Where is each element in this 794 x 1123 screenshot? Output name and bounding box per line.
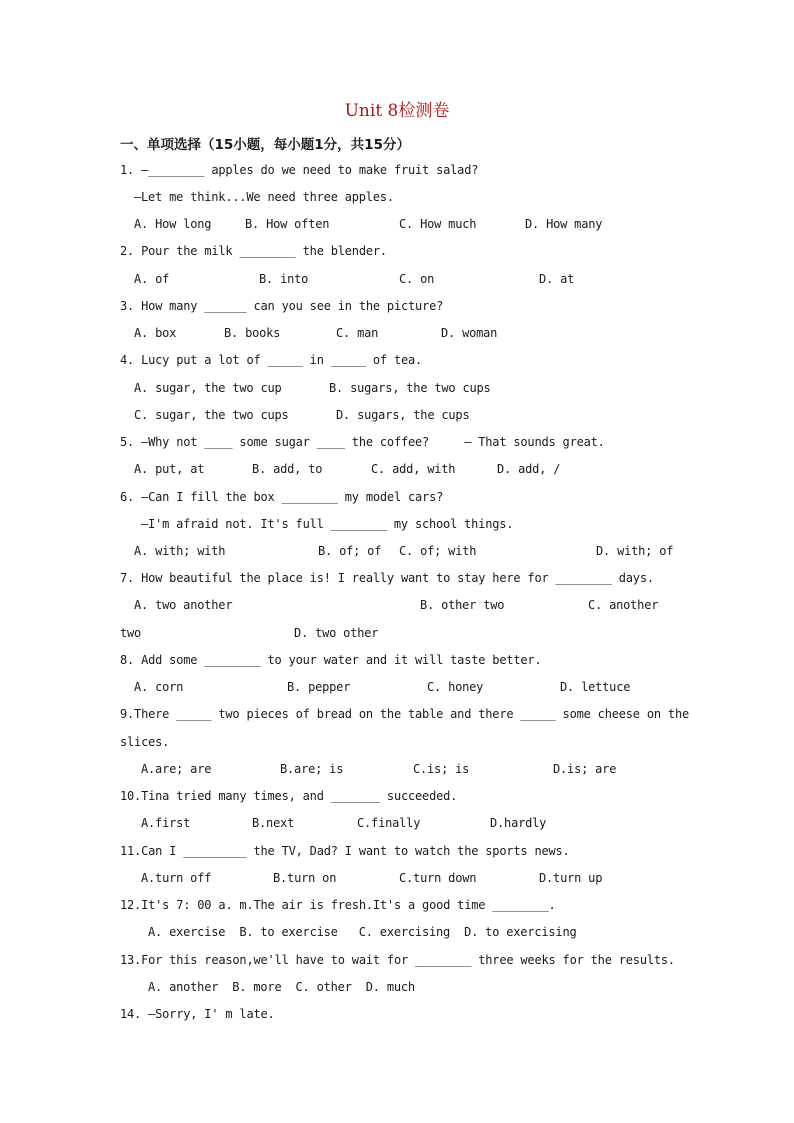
q4-option-b: B. sugars, the two cups: [329, 381, 491, 395]
q7-option-c: C. another: [588, 598, 659, 612]
q11-option-c: C.turn down: [399, 871, 477, 885]
question-11-stem: 11.Can I _________ the TV, Dad? I want to watch the sports news.: [120, 844, 570, 858]
q3-option-c: C. man: [336, 326, 379, 340]
q9-option-a: A.are; are: [141, 762, 212, 776]
q8-option-b: B. pepper: [287, 680, 351, 694]
question-2-stem: 2. Pour the milk ________ the blender.: [120, 244, 387, 258]
q7-option-d: D. two other: [294, 626, 379, 640]
q3-option-d: D. woman: [441, 326, 498, 340]
question-14-stem: 14. —Sorry, I' m late.: [120, 1007, 275, 1021]
question-1-reply: —Let me think...We need three apples.: [134, 190, 394, 204]
q11-option-a: A.turn off: [141, 871, 212, 885]
q9-option-b: B.are; is: [280, 762, 344, 776]
q5-option-a: A. put, at: [134, 462, 205, 476]
q2-option-a: A. of: [134, 272, 170, 286]
q8-option-d: D. lettuce: [560, 680, 631, 694]
question-3-stem: 3. How many ______ can you see in the picture?: [120, 299, 444, 313]
question-10-stem: 10.Tina tried many times, and _______ succeeded.: [120, 789, 458, 803]
q5-option-c: C. add, with: [371, 462, 456, 476]
q8-option-c: C. honey: [427, 680, 484, 694]
question-8-stem: 8. Add some ________ to your water and it will taste better.: [120, 653, 542, 667]
q7-option-b: B. other two: [420, 598, 505, 612]
q13-options: A. another B. more C. other D. much: [148, 980, 415, 994]
q5-option-b: B. add, to: [252, 462, 323, 476]
q10-option-a: A.first: [141, 816, 191, 830]
q9-option-d: D.is; are: [553, 762, 617, 776]
q7-option-c-wrap: two: [120, 626, 142, 640]
q5-option-d: D. add, /: [497, 462, 561, 476]
question-6-reply: —I'm afraid not. It's full ________ my school things.: [141, 517, 514, 531]
q1-option-b: B. How often: [245, 217, 330, 231]
question-13-stem: 13.For this reason,we'll have to wait for ________ three weeks for the results.: [120, 953, 675, 967]
q1-option-d: D. How many: [525, 217, 603, 231]
q2-option-d: D. at: [539, 272, 575, 286]
q11-option-b: B.turn on: [273, 871, 337, 885]
section-heading: 一、单项选择（15小题，每小题1分，共15分）: [120, 137, 410, 153]
q4-option-d: D. sugars, the cups: [336, 408, 470, 422]
question-9-stem: 9.There _____ two pieces of bread on the table and there _____ some cheese on the: [120, 707, 689, 721]
question-7-stem: 7. How beautiful the place is! I really want to stay here for ________ days.: [120, 571, 654, 585]
q11-option-d: D.turn up: [539, 871, 603, 885]
q6-option-b: B. of; of: [318, 544, 382, 558]
q7-option-a: A. two another: [134, 598, 233, 612]
q9-option-c: C.is; is: [413, 762, 470, 776]
q2-option-b: B. into: [259, 272, 309, 286]
q1-option-c: C. How much: [399, 217, 477, 231]
q3-option-a: A. box: [134, 326, 177, 340]
q6-option-a: A. with; with: [134, 544, 226, 558]
q6-option-c: C. of; with: [399, 544, 477, 558]
q4-option-a: A. sugar, the two cup: [134, 381, 282, 395]
question-12-stem: 12.It's 7: 00 a. m.The air is fresh.It's a good time ________.: [120, 898, 556, 912]
q6-option-d: D. with; of: [596, 544, 674, 558]
q10-option-b: B.next: [252, 816, 295, 830]
question-4-stem: 4. Lucy put a lot of _____ in _____ of tea.: [120, 353, 423, 367]
q4-option-c: C. sugar, the two cups: [134, 408, 289, 422]
q3-option-b: B. books: [224, 326, 281, 340]
page-title: Unit 8检测卷: [344, 101, 450, 121]
q12-options: A. exercise B. to exercise C. exercising D. to exercising: [148, 925, 577, 939]
q8-option-a: A. corn: [134, 680, 184, 694]
question-6-stem: 6. —Can I fill the box ________ my model cars?: [120, 490, 444, 504]
question-9-stem-wrap: slices.: [120, 735, 170, 749]
q2-option-c: C. on: [399, 272, 435, 286]
question-5-stem: 5. –Why not ____ some sugar ____ the coffee? – That sounds great.: [120, 435, 605, 449]
q10-option-d: D.hardly: [490, 816, 547, 830]
q10-option-c: C.finally: [357, 816, 421, 830]
question-1-stem: 1. —________ apples do we need to make fruit salad?: [120, 163, 479, 177]
q1-option-a: A. How long: [134, 217, 212, 231]
